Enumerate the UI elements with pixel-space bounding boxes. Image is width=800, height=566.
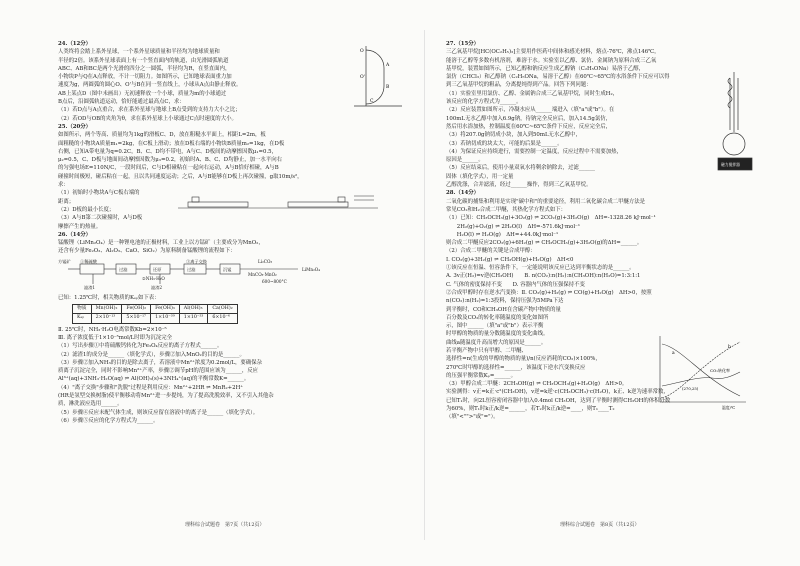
right-text-line: C. 气体的密度保持不变 D. 容器内气体的压强保持不变 xyxy=(446,281,585,288)
flow-label-2: 过滤 xyxy=(119,266,128,272)
table-cell: Kₛₚ xyxy=(73,314,92,323)
fig-label-C: C xyxy=(370,99,374,104)
left-text-line: 锰酸锂（LiMn₂O₄）是一种锂电池的正极材料，工业上以方锰矿（主要成分为MnO₂， xyxy=(58,240,264,247)
left-text-line: 24.（12分） xyxy=(58,41,92,47)
left-text-line: 摩擦产生的热量。 xyxy=(58,223,102,230)
right-text-line: 若平衡产物中只有甲醇、二甲醚、 xyxy=(446,347,527,354)
flow-label-6: ③离子交换 xyxy=(186,258,207,264)
right-text-line: 已知T₁时，向2L恒容密闭容器中加入0.4mol CH₃OH，达到了平衡时测得CH₃OH的体积分数 xyxy=(446,397,671,404)
table-cell: 1×10⁻³³ xyxy=(179,314,208,323)
flow-label-9: MnCO₃·MnO₂ xyxy=(248,271,277,277)
right-text-line: （填"<"">"或"="）。 xyxy=(446,414,499,421)
left-text-line: 碰撞时间极短，碰后粘在一起，且以共同速度运动；之后，A与B能够在D板上再次碰撞，g取10m/s²， xyxy=(58,173,303,180)
apparatus-label: 磁力搅拌器 xyxy=(721,162,740,167)
left-text-line: 还含有少量Fe₂O₃、Al₂O₃、CaO、SiO₂）为原料制备锰酸锂的流程如下： xyxy=(58,248,236,255)
left-text-line: （1）初始时小物块A与C板右端的 xyxy=(58,190,140,197)
left-text-b-line: (HR是氢型交换树脂)使平衡移动将Mn²⁺进一步提纯，为了提高洗脱效率，又不引入其他杂 xyxy=(58,392,274,399)
right-footer: 理科综合试题卷 第8页（共12页） xyxy=(560,522,640,528)
left-text-line: 半径的2倍。该系外星球表面上有一个竖直面内的轨道，由光滑圆弧轨道 xyxy=(58,57,229,64)
plates-figure xyxy=(178,190,378,212)
left-text-b-line: （1）写出步骤①中将硫酸钙转化为Fe₃O₄反应的离子方程式______。 xyxy=(58,343,223,350)
left-text-b-line: Al³⁺(aq)+3NH₃·H₂O(aq) ⇌ Al(OH)₃(s)+3NH₄⁺(aq)的平衡常数K=______。 xyxy=(58,376,250,383)
chart-label-a: a xyxy=(672,351,675,356)
flow-label-5: 过滤 xyxy=(187,266,196,272)
fig-label-O: O xyxy=(360,49,364,54)
left-text-line: B点后，沿圆弧轨道运动，恰好能通过最高点C，求： xyxy=(58,99,185,106)
left-text-line: 求： xyxy=(58,182,69,189)
left-text-line: μ₂=0.5，C、D板与地面间动摩擦因数为μ₃=0.2，初始时A、B、C、D均静止，加一水平向右 xyxy=(58,157,282,164)
right-text-line: 该反应的化学方程式为______。 xyxy=(446,99,522,106)
right-text-line: 实验测得：v正=k正·c²(CH₃OH)，v逆=k逆·c(CH₃OCH₃)·c(H₂O)，k正、k逆为速率常数， xyxy=(446,389,669,396)
right-text-line: 能溶于乙醇等多数有机溶剂，难溶于水。实验室以乙醇、氯仿、金属钠为原料合成三乙氧 xyxy=(446,57,657,64)
right-text-line: （2）合成二甲醚的关键是合成甲醇： xyxy=(446,248,536,255)
right-text-line: 乙醇洗涤，合并滤液，经过______操作，得到三乙氧基甲烷。 xyxy=(446,182,592,189)
right-text-line: 的压强平衡常数Kₚ=______。 xyxy=(446,372,516,379)
ksp-table xyxy=(72,304,238,324)
right-text-line: 则合成二甲醚反应2CO₂(g)+6H₂(g) ⇌ CH₃OCH₃(g)+3H₂O(g)的ΔH=______。 xyxy=(446,240,643,247)
flow-label-10: LiMn₂O₄ xyxy=(302,266,320,272)
equilibrium-chart xyxy=(652,332,748,410)
fig-label-B: B xyxy=(386,85,390,90)
right-text-line: ①该反应在恒温、恒容条件下，一定能说明该反应已达到平衡状态的是______。 xyxy=(446,265,635,272)
right-text-line: 100mL无水乙醇中加入6.9g钠，待钠完全反应后，加入14.5g氯仿， xyxy=(446,115,612,122)
left-text-b-line: （3）步骤②加入NH₃的目的是除去离子，若溶液中Mn²⁺浓度为0.2mol/L，要确保杂 xyxy=(58,359,262,366)
flow-label-8: Li₂CO₃ xyxy=(258,258,273,264)
table-cell: 6×10⁻⁶ xyxy=(208,314,237,323)
right-text-line: A. 3v正(H₂)=v逆(CH₃OH) B. n(CO₂):n(H₂):n(CH₃OH):n(H₂O)=1:3:1:1 xyxy=(446,273,641,280)
right-text-line: 固体（填化学式），用一定量 xyxy=(446,173,514,180)
right-text-line: 基甲烷，装置如图所示，已知乙醇和钠反应生成乙醇钠（C₂H₅ONa）易溶于乙醇， xyxy=(446,65,644,72)
right-text-line: （1）已知：CH₃OCH₃(g)+3O₂(g) ⇌ 2CO₂(g)+3H₂O(g) ΔH=-1328.26 kJ·mol⁻¹ xyxy=(446,215,656,222)
right-text-line: （3）若钠切成的块太大，可能的后果是______。 xyxy=(446,140,563,147)
left-text-line: （2）D板的最小长度； xyxy=(58,206,115,213)
table-header-cell: Mn(OH)₂ xyxy=(91,305,122,314)
right-text-line: （2）反应装置如图所示，冷凝水应从______端进入（填"a"或"b"）。在 xyxy=(446,107,615,114)
right-text-line: 为60%，则T₁时k正/k逆=______，若T₂时k正/k逆=____，则T₁____T₂ xyxy=(446,406,615,413)
right-text-line: H₂O(l) ⇌ H₂O(g) ΔH=+44.0kJ·mol⁻¹ xyxy=(446,231,559,238)
chart-label-point: (270,25) xyxy=(682,386,699,391)
left-text-b-line: Ⅲ. 离子浓度低于1×10⁻⁵mol/L时即为沉淀完全 xyxy=(58,334,172,341)
left-text-b-line: 质，淋洗液应选用______。 xyxy=(58,401,123,408)
right-text-line: 原因是______。 xyxy=(446,157,484,164)
right-text-line: （3）甲醇合成二甲醚：2CH₃OH(g) ⇌ CH₃OCH₃(g)+H₂O(g) ΔH>0。 xyxy=(446,381,628,388)
left-text-line: （2）若OD与OB的夹角为θ，求在系外星球上小球通过C点时速度的大小。 xyxy=(58,115,237,122)
right-text-line: 选择性=n(生成的甲醇的物质的量)/n(反应消耗的CO₂)×100%， xyxy=(446,356,601,363)
left-text-line: AB上某点D（图中未画出）无初速释放一个小球，质量为m的小球通过 xyxy=(58,90,227,97)
right-text-line: （4）为保证反应持续进行，需要控制一定温度，反应过程中不需要加热， xyxy=(446,148,622,155)
right-text-line: 27.（15分） xyxy=(446,41,480,47)
left-text-line: 小物块P与Q在A点释放，不计一切阻力。如图所示，已知地球表面重力加 xyxy=(58,74,232,81)
left-text-line: 右侧，已知A带电量为q=0.2C，B、C、D均不带电，A与C、D板间的动摩擦因数μ₁=0.5， xyxy=(58,148,277,155)
left-text-line: 26.（14分） xyxy=(58,231,92,238)
right-text-line: 到平衡时，CO和CH₃OH在含碳产物中物质的量 xyxy=(446,306,561,313)
right-text-line: 示，图中______（填"a"或"b"）表示平衡 xyxy=(446,323,544,330)
flow-chart-svg xyxy=(58,258,358,292)
left-text-line: 如图所示，两个等高、质量均为1kg的滑板C、D，放在粗糙水平面上，相距L=2m，板 xyxy=(58,132,266,139)
flow-label-4: ②NH₃·H₂O xyxy=(142,275,165,281)
right-text-line: 曲线a随温度升高而增大的原因是______。 xyxy=(446,339,547,346)
table-header-cell: Fe(OH)₂ xyxy=(122,305,151,314)
flow-label-1: ①稀硫酸 xyxy=(80,258,97,264)
table-cell: 1×10⁻³⁹ xyxy=(151,314,180,323)
left-text-line: 速度为g，两圆弧的圆心O、O'与B在同一竖直线上，小球从A点由静止释放。 xyxy=(58,82,242,89)
chart-label-b: b xyxy=(728,345,731,350)
table-header-cell: 物质 xyxy=(73,305,92,314)
right-text-line: 270℃时甲醇的选择性=______，该温度下逆水汽变换反应 xyxy=(446,364,586,371)
left-text-line: （3）A与B第二次碰撞时，A与D板 xyxy=(58,215,143,222)
right-page xyxy=(446,40,758,536)
right-text-line: 然后用水浴加热，控制温度在60℃~65℃条件下反应，反应完全后， xyxy=(446,123,612,130)
right-text-line: 常见CO₂和H₂合成二甲醚，其热化学方程式如下： xyxy=(446,206,566,213)
right-text-line: 2H₂(g)+O₂(g) ⇌ 2H₂O(l) ΔH=-571.6kJ·mol⁻¹ xyxy=(446,223,581,230)
left-text-b-line: （5）步骤④反应未配气体生成，则该反应留在溶液中的离子是______（填化学式）。 xyxy=(58,409,259,416)
fig-label-O2: O' xyxy=(360,75,365,80)
left-text-line: 面粗糙的小物块A质量m₁=2kg，在C板上滑动；放在D板右端的小物块B质量m₂=1kg，在D板 xyxy=(58,140,285,147)
right-text-line: ②合成甲醇时存在逆水汽变换：Ⅱ. CO₂(g)+H₂(g) ⇌ CO(g)+H₂O(g) ΔH>0，按照 xyxy=(446,289,652,296)
right-text-line: 到三乙氧基甲烷的粗品，分离提纯得到产品。回答下列问题： xyxy=(446,82,592,89)
chart-label-xaxis: 温度/℃ xyxy=(722,405,736,410)
table-header-cell: Ca(OH)₂ xyxy=(208,305,237,314)
flow-chart xyxy=(58,258,406,292)
chart-label-co2: CO₂转化率 xyxy=(710,368,730,373)
flow-label-13: 600~800°C xyxy=(262,278,287,284)
right-text-line: Ⅰ. CO₂(g)+3H₂(g) ⇌ CH₃OH(g)+H₂O(g) ΔH<0 xyxy=(446,256,574,263)
right-text-line: 时甲醇的物质的量分数随温度的变化曲线。 xyxy=(446,331,549,338)
right-text-line: （5）反应结束后，使用小量双氧水将剩余钠除去，过滤______ xyxy=(446,165,595,172)
flow-label-12: 滤渣2 xyxy=(151,284,163,290)
right-text-line: n(CO₂):n(H₂)=1:3投料，保持压强为5MPa下达 xyxy=(446,298,564,305)
table-header-cell: Al(OH)₃ xyxy=(179,305,208,314)
right-text-line: （1）实验室里用氯仿、乙醇、金属钠合成三乙氧基甲烷，同时生成H₂， xyxy=(446,90,619,97)
fig-label-A: A xyxy=(386,63,390,68)
left-text-b-line: 质离子沉淀完全，同时不影响Mn²⁺产率，步骤②调节pH的范围应该为______，反应 xyxy=(58,368,259,375)
left-text-b-line: Ⅱ. 25℃时，NH₃·H₂O电离常数Kb=2×10⁻⁵ xyxy=(58,326,167,333)
flow-label-11: 滤渣1 xyxy=(84,284,96,290)
table-header-cell: Fe(OH)₃ xyxy=(151,305,180,314)
right-text-line: （3）将207.0g钠切成小块，加入到50mL无水乙醇中， xyxy=(446,132,581,139)
left-footer: 理科综合试题卷 第7页（共12页） xyxy=(185,522,265,528)
flow-label-0: 方锰矿 xyxy=(58,258,71,264)
flow-label-7: 沉锰 xyxy=(223,266,232,272)
reflux-apparatus-figure xyxy=(712,70,758,174)
right-text-line: 三乙氧基甲烷[HC(OC₂H₅)₃]主要用作医药中间体和感光材料，熔点-76℃，沸点146℃， xyxy=(446,49,660,56)
left-text-b-line: （2）滤渣1的成分是______（填化学式），步骤②加入MnO₂的目的是______。 xyxy=(58,351,245,358)
left-text-line: 的匀强电场E=110N/C，一段时间后，C与D相碰粘在一起向右运动，A与B恰好相碰，A与B xyxy=(58,165,279,172)
left-text-b-line: （4）"离子交换"步骤和"洗脱"过程是利用反应：Mn²⁺+2HR ⇌ MnR₂+2H⁺ xyxy=(58,384,244,391)
right-text-line: 氯仿（CHCl₃）和乙醇钠（C₂H₅ONa，易溶于乙醇）在60℃~65℃的水浴条件下反应可以得 xyxy=(446,74,670,81)
page-divider xyxy=(424,30,425,540)
left-text-line: （1）若D点与A点重合，求在系外星球与地球上B点受到的支持力大小之比； xyxy=(58,107,241,114)
flow-label-3: 还原 xyxy=(153,266,162,272)
left-text-b-line: （6）步骤⑤反应的化学方程式为______。 xyxy=(58,417,159,424)
left-text-line: ABC、AB和BC是两个光滑的四分之一圆弧，半径均为R，在竖直面内， xyxy=(58,65,231,72)
right-text-line: 二氧化碳的捕集和利用是实现"碳中和"的重要途径，利用二氧化碳合成二甲醚方法是 xyxy=(446,198,646,205)
left-page xyxy=(58,40,406,536)
arc-track-figure xyxy=(352,44,406,110)
left-text-line: 人类终将会踏上系外星球，一个系外星球质量和半径均为地球质量和 xyxy=(58,49,220,56)
table-cell: 2×10⁻¹³ xyxy=(91,314,122,323)
right-text-line: 百分数及CO₂的转化率随温度的变化如图所 xyxy=(446,314,549,321)
table-cell: 5×10⁻¹⁷ xyxy=(122,314,151,323)
left-text-line: 距离； xyxy=(58,198,75,205)
right-text-line: 28.（14分） xyxy=(446,190,480,197)
left-text-line: 25.（20分） xyxy=(58,123,92,130)
table-intro: 已知：1.25℃时，相关物质的Kₛₚ如下表： xyxy=(58,294,160,301)
